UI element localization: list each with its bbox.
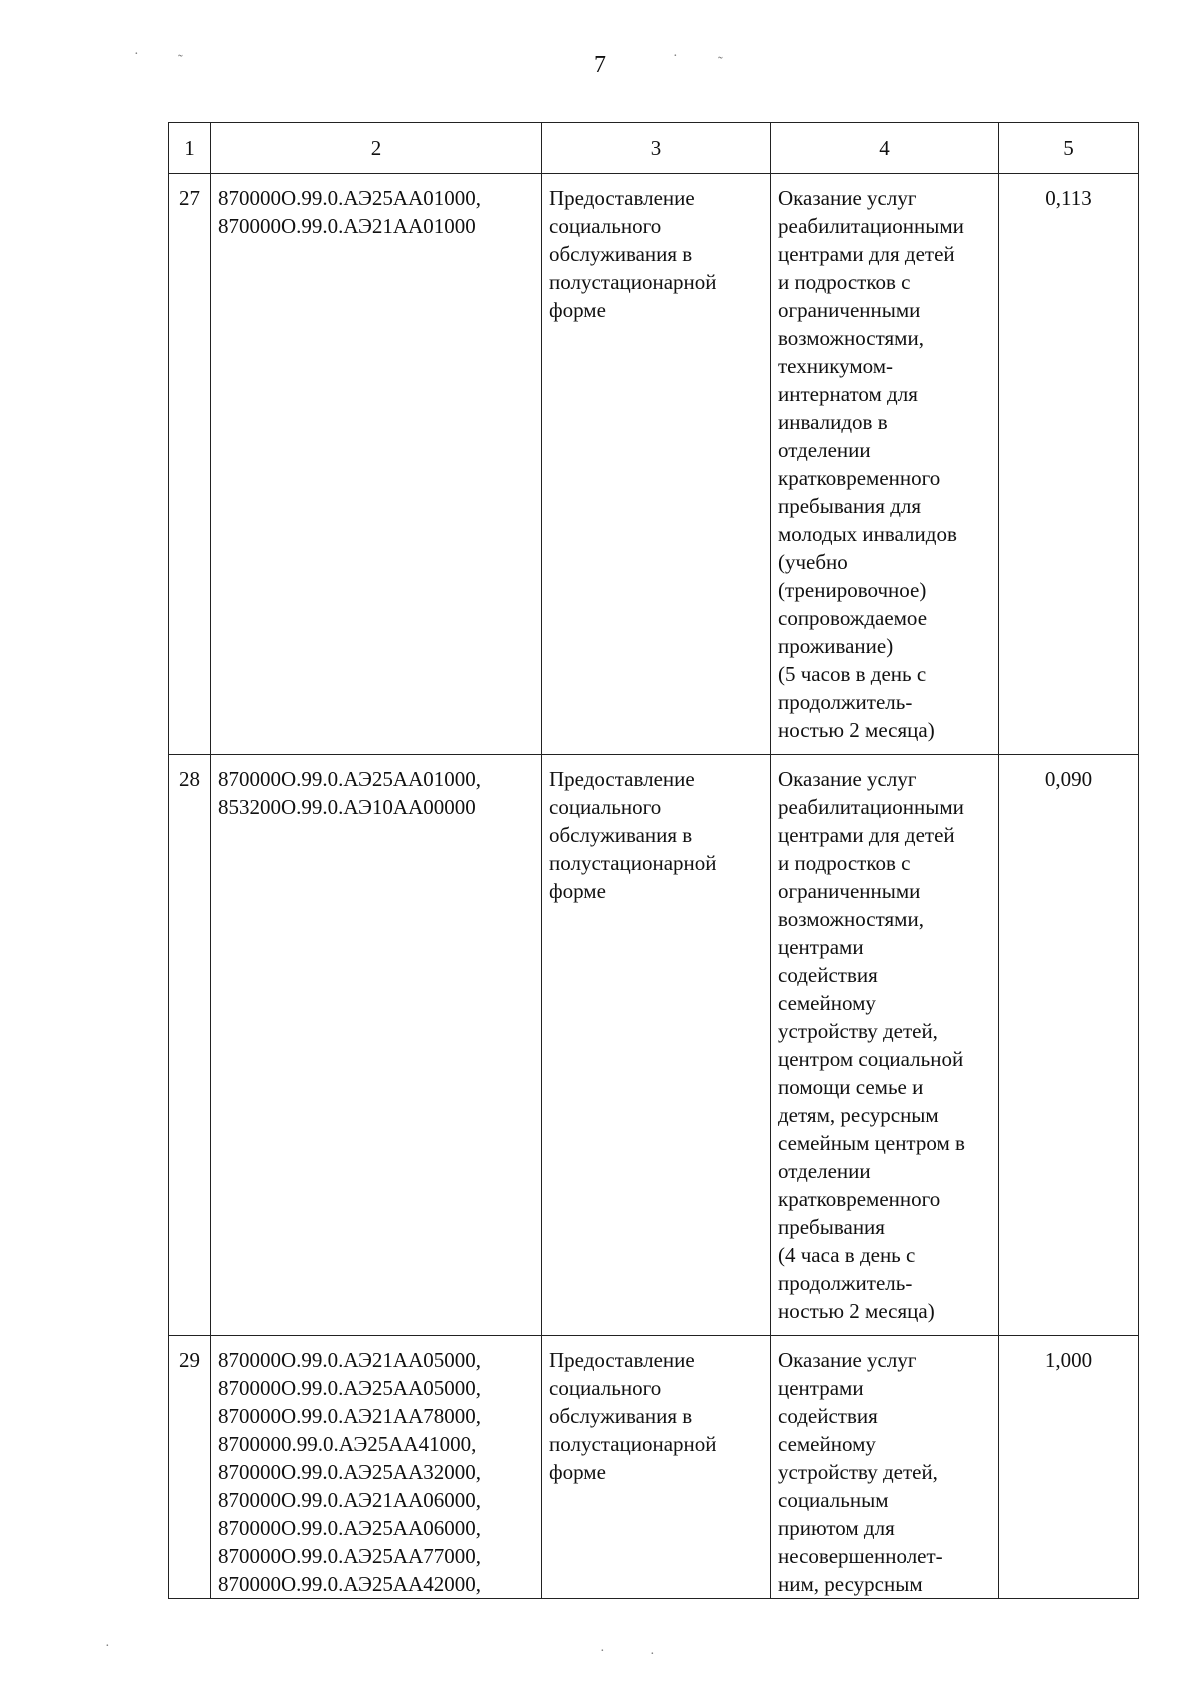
service-name: [542, 1336, 771, 1599]
service-codes: [211, 755, 542, 1336]
description-line: (учебно: [778, 550, 848, 574]
service-value: 0,090: [999, 755, 1139, 1336]
services-table: [168, 122, 1139, 1599]
service-name-line: форме: [549, 298, 606, 322]
description-line: (тренировочное): [778, 578, 927, 602]
column-header: 3: [542, 123, 771, 174]
service-code: 853200О.99.0.АЭ10АА00000: [218, 795, 476, 819]
service-name-line: социального: [549, 214, 662, 238]
service-name-line: обслуживания в: [549, 1404, 693, 1428]
service-description: [771, 1336, 999, 1599]
scan-speck: ˷: [718, 45, 723, 60]
service-value: 0,113: [999, 174, 1139, 755]
service-name-line: обслуживания в: [549, 242, 693, 266]
service-name-line: социального: [549, 795, 662, 819]
service-name-line: форме: [549, 879, 606, 903]
description-line: сопровождаемое: [778, 606, 928, 630]
description-line: содействия: [778, 963, 878, 987]
service-code: 870000О.99.0.АЭ21АА05000,: [218, 1348, 482, 1372]
table-row: [169, 174, 1139, 755]
description-line: техникумом-: [778, 354, 893, 378]
description-line: помощи семье и: [778, 1075, 924, 1099]
description-line: ограниченными: [778, 298, 921, 322]
service-code: 870000О.99.0.АЭ25АА01000,: [218, 767, 482, 791]
description-line: пребывания: [778, 1215, 885, 1239]
column-header: 5: [999, 123, 1139, 174]
description-line: устройству детей,: [778, 1460, 938, 1484]
description-line: Оказание услуг: [778, 767, 917, 791]
description-line: семейному: [778, 991, 876, 1015]
service-code: 870000О.99.0.АЭ25АА32000,: [218, 1460, 482, 1484]
description-line: отделении: [778, 438, 871, 462]
service-code: 870000О.99.0.АЭ25АА06000,: [218, 1516, 482, 1540]
row-number: 29: [169, 1336, 211, 1599]
description-line: инвалидов в: [778, 410, 888, 434]
description-line: продолжитель-: [778, 690, 913, 714]
service-code: 870000О.99.0.АЭ21АА01000: [218, 214, 476, 238]
description-line: (4 часа в день с: [778, 1243, 916, 1267]
service-name-line: форме: [549, 1460, 606, 1484]
description-line: несовершеннолет-: [778, 1544, 943, 1568]
service-code: 870000О.99.0.АЭ25АА77000,: [218, 1544, 482, 1568]
description-line: молодых инвалидов: [778, 522, 957, 546]
service-description: [771, 755, 999, 1336]
description-line: и подростков с: [778, 851, 911, 875]
description-line: центрами для детей: [778, 242, 955, 266]
description-line: пребывания для: [778, 494, 922, 518]
description-line: возможностями,: [778, 907, 924, 931]
description-line: ним, ресурсным: [778, 1572, 923, 1596]
description-line: кратковременного: [778, 1187, 941, 1211]
scan-speck: ·: [105, 1639, 110, 1654]
service-description: [771, 174, 999, 755]
service-code: 870000О.99.0.АЭ25АА42000,: [218, 1572, 482, 1596]
description-line: центрами: [778, 1376, 864, 1400]
column-header: 1: [169, 123, 211, 174]
description-line: центрами для детей: [778, 823, 955, 847]
description-line: ностью 2 месяца): [778, 718, 935, 742]
column-header: 2: [211, 123, 542, 174]
description-line: устройству детей,: [778, 1019, 938, 1043]
description-line: возможностями,: [778, 326, 924, 350]
table-row: [169, 1336, 1139, 1599]
description-line: и подростков с: [778, 270, 911, 294]
service-name-line: Предоставление: [549, 767, 695, 791]
scan-speck: ·: [134, 47, 139, 62]
description-line: семейным центром в: [778, 1131, 965, 1155]
description-line: Оказание услуг: [778, 1348, 917, 1372]
scan-speck: ·: [650, 1647, 655, 1662]
service-name-line: обслуживания в: [549, 823, 693, 847]
description-line: реабилитационными: [778, 795, 964, 819]
description-line: центром социальной: [778, 1047, 964, 1071]
description-line: отделении: [778, 1159, 871, 1183]
description-line: (5 часов в день с: [778, 662, 927, 686]
service-code: 870000О.99.0.АЭ25АА01000,: [218, 186, 482, 210]
row-number: 28: [169, 755, 211, 1336]
description-line: реабилитационными: [778, 214, 964, 238]
service-name: [542, 174, 771, 755]
service-code: 870000О.99.0.АЭ25АА05000,: [218, 1376, 482, 1400]
description-line: центрами: [778, 935, 864, 959]
service-code: 870000О.99.0.АЭ21АА06000,: [218, 1488, 482, 1512]
description-line: детям, ресурсным: [778, 1103, 939, 1127]
description-line: кратковременного: [778, 466, 941, 490]
scan-speck: ˷: [178, 43, 183, 58]
column-header: 4: [771, 123, 999, 174]
service-codes: [211, 174, 542, 755]
description-line: ностью 2 месяца): [778, 1299, 935, 1323]
service-name-line: Предоставление: [549, 1348, 695, 1372]
service-name-line: полустационарной: [549, 270, 717, 294]
service-code: 8700000.99.0.АЭ25АА41000,: [218, 1432, 477, 1456]
table-row: [169, 755, 1139, 1336]
service-name-line: Предоставление: [549, 186, 695, 210]
service-name-line: полустационарной: [549, 851, 717, 875]
description-line: интернатом для: [778, 382, 918, 406]
service-name-line: социального: [549, 1376, 662, 1400]
description-line: социальным: [778, 1488, 889, 1512]
description-line: семейному: [778, 1432, 876, 1456]
row-number: 27: [169, 174, 211, 755]
service-name-line: полустационарной: [549, 1432, 717, 1456]
service-code: 870000О.99.0.АЭ21АА78000,: [218, 1404, 482, 1428]
description-line: Оказание услуг: [778, 186, 917, 210]
service-name: [542, 755, 771, 1336]
scan-speck: ·: [600, 1644, 605, 1659]
description-line: ограниченными: [778, 879, 921, 903]
description-line: проживание): [778, 634, 894, 658]
header-row: [169, 123, 1139, 174]
description-line: продолжитель-: [778, 1271, 913, 1295]
service-value: 1,000: [999, 1336, 1139, 1599]
page-number: 7: [594, 52, 606, 78]
service-codes: [211, 1336, 542, 1599]
description-line: содействия: [778, 1404, 878, 1428]
description-line: приютом для: [778, 1516, 895, 1540]
scan-speck: ·: [673, 49, 678, 64]
